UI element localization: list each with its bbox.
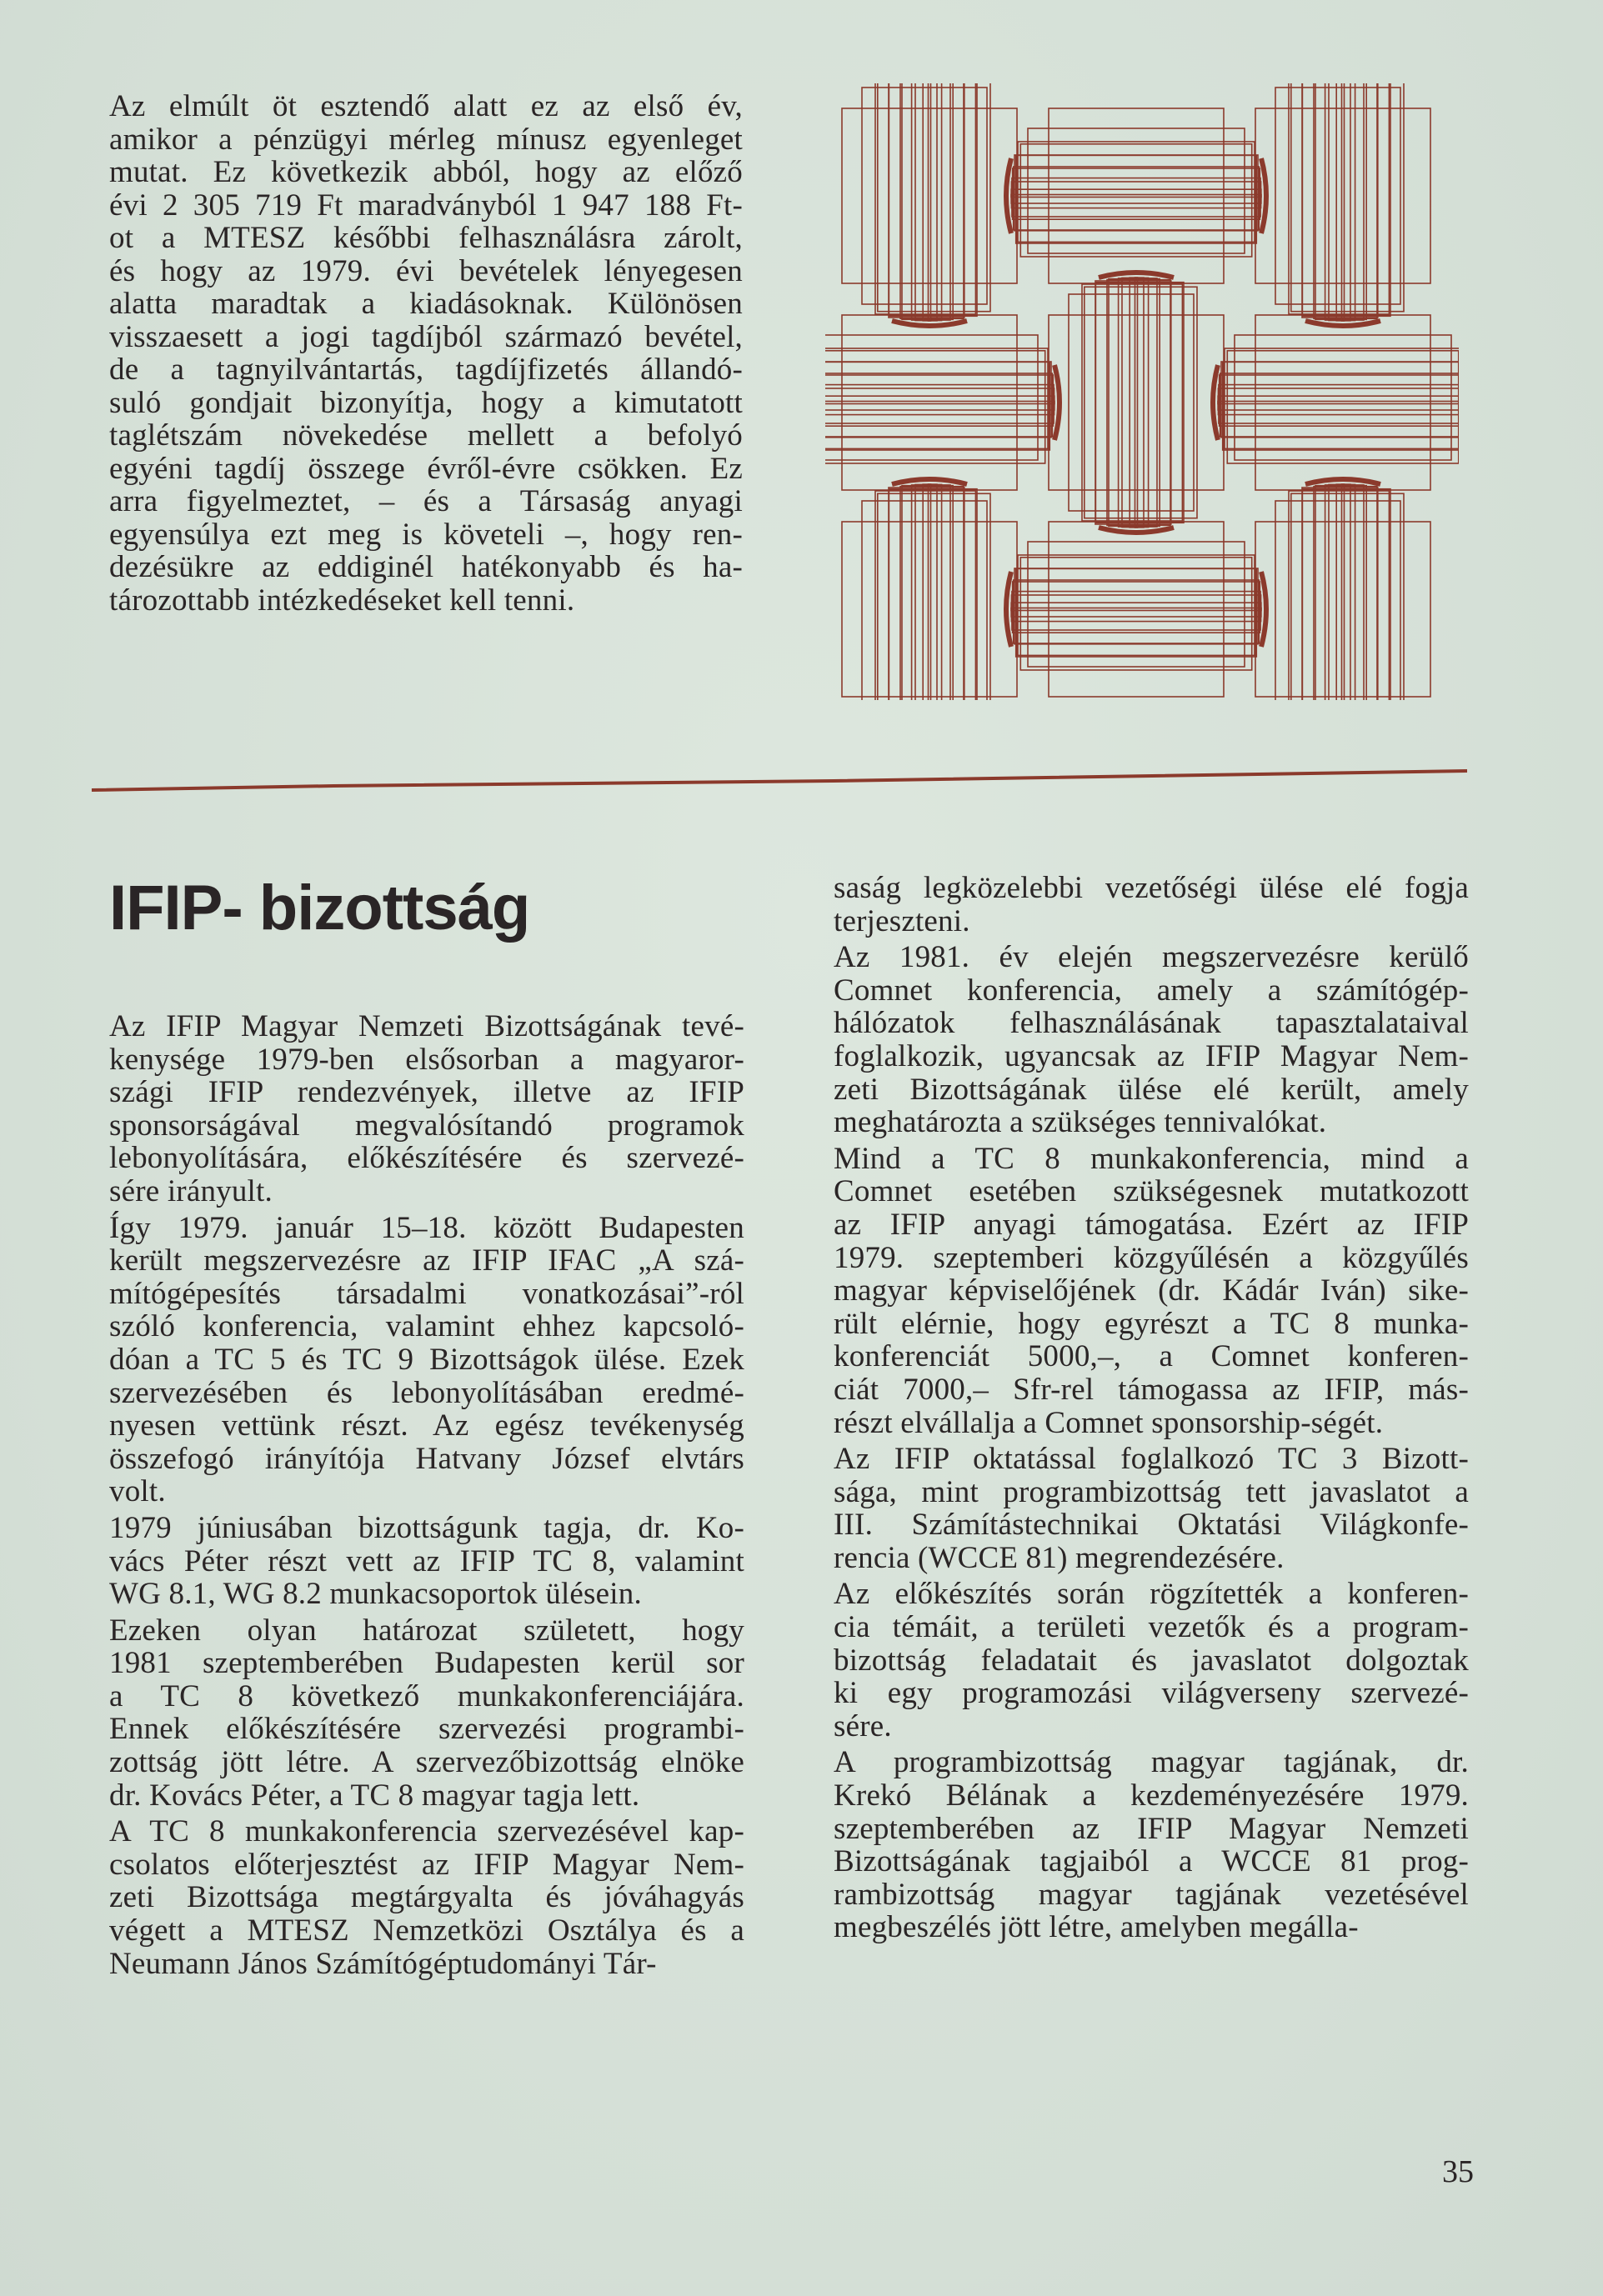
text-line: csolatos előterjesztést az IFIP Magyar Nem- (109, 1847, 744, 1882)
cylinder-rect (900, 487, 964, 700)
text-line: Neumann János Számítógéptudományi Tár- (109, 1946, 657, 1981)
paragraph (834, 1578, 1469, 1743)
paragraph (834, 872, 1469, 938)
cylinder-rect (1013, 582, 1260, 633)
cylinder-rect (825, 402, 1054, 404)
text-line: visszaesett a jogi tagdíjból származó bevétel, (109, 319, 743, 354)
text-line: WG 8.1, WG 8.2 munkacsoportok ülésein. (109, 1577, 642, 1612)
text-line: ot a MTESZ későbbi felhasználásra zárolt, (109, 221, 743, 255)
paragraph (834, 1143, 1469, 1439)
cylinder-rect (902, 83, 953, 319)
cylinder-rect (878, 493, 990, 700)
text-line: mutat. Ez következik abból, hogy az előző (109, 155, 743, 189)
cylinder-rect (878, 83, 990, 312)
text-line: 1979. szeptemberi közgyűlésén a közgyűlés (834, 1240, 1469, 1275)
text-line: szági IFIP rendezvények, illetve az IFIP (109, 1075, 744, 1110)
cylinder-rect (825, 373, 1052, 437)
text-line: zottság jött létre. A szervezőbizottság elnöke (109, 1745, 744, 1780)
text-line: egyensúlya ezt meg is követeli –, hogy ren- (109, 517, 743, 552)
text-line: Így 1979. január 15–18. között Budapesten (109, 1210, 744, 1245)
cylinder-rect (1235, 335, 1451, 460)
cylinder-rect (923, 83, 937, 321)
text-line: Comnet esetében szükségesnek mutatkozott (834, 1174, 1469, 1209)
cylinder-rect (825, 348, 1048, 448)
cylinder-cap (1099, 273, 1174, 533)
cylinder-rect (1082, 284, 1182, 521)
text-line: ki egy programozási világverseny szervezé- (834, 1676, 1469, 1711)
cylinder-cap (1006, 158, 1266, 233)
text-line: alatta maradtak a kiadásoknak. Különösen (109, 287, 743, 321)
cylinder-rect (1107, 280, 1170, 526)
text-line: zeti Bizottsága megtárgyalta és jóváhagyás (109, 1880, 744, 1915)
cylinder-rect (1315, 83, 1366, 319)
cylinder-rect (1227, 351, 1458, 463)
text-line: vács Péter részt vett az IFIP TC 8, valamint (109, 1543, 744, 1578)
cylinder-rect (1336, 484, 1350, 700)
cylinder-rect (1342, 83, 1345, 321)
text-line: meghatározta a szükséges tennivalókat. (834, 1105, 1327, 1140)
text-line: mítógépesítés társadalmi vonatkozásai”-ról (109, 1276, 744, 1311)
cylinder-rect (1314, 487, 1377, 700)
text-line: a TC 8 következő munkakonferenciájára. (109, 1678, 744, 1713)
paragraph (834, 1443, 1469, 1574)
cylinder-rect (1289, 83, 1389, 314)
text-line: rambizottság magyar tagjának vezetésével (834, 1877, 1469, 1912)
text-line: amikor a pénzügyi mérleg mínusz egyenleget (109, 122, 743, 157)
paragraph (834, 941, 1469, 1139)
cylinder-rect (1014, 167, 1260, 230)
text-line: hálózatok felhasználásának tapasztalataival (834, 1006, 1469, 1041)
cylinder-cap (1305, 479, 1380, 700)
text-line: Az IFIP oktatással foglalkozó TC 3 Bizott- (834, 1442, 1469, 1477)
cylinder-rect (825, 396, 1054, 410)
text-line: dóan a TC 5 és TC 9 Bizottságok ülése. Ezek (109, 1342, 744, 1377)
text-line: cia témáit, a területi vezetők és a program- (834, 1610, 1469, 1645)
text-line: kenysége 1979-ben elsősorban a magyaror- (109, 1042, 744, 1077)
text-line: Ezeken olyan határozat született, hogy (109, 1613, 744, 1648)
cylinder-rect (923, 484, 937, 700)
text-line: és hogy az 1979. évi bevételek lényegesen (109, 253, 743, 288)
text-line: foglalkozik, ugyancsak az IFIP Magyar Nem- (834, 1038, 1469, 1073)
paragraph (109, 1614, 744, 1813)
text-line: A TC 8 munkakonferencia szervezésével kap- (109, 1814, 744, 1849)
text-line: Az elmúlt öt esztendő alatt ez az első év, (109, 89, 743, 123)
paragraph (109, 1010, 744, 1208)
text-line: arra figyelmeztet, – és a Társaság anyagi (109, 484, 743, 518)
text-line: került megszervezésre az IFIP IFAC „A szá- (109, 1243, 744, 1278)
text-line: szervezésében és lebonyolításában eredmé- (109, 1375, 744, 1410)
text-line: A programbizottság magyar tagjának, dr. (834, 1745, 1469, 1780)
text-line: Ennek előkészítésére szervezési programbi- (109, 1712, 744, 1747)
text-line: sponsorságával megvalósítandó programok (109, 1108, 744, 1143)
text-line: de a tagnyilvántartás, tagdíjfizetés állandó- (109, 353, 743, 387)
text-line: bizottság feladatait és javaslatot dolgoztak (834, 1643, 1469, 1678)
cylinder-rect (1085, 287, 1197, 518)
cylinder-rect (1028, 128, 1245, 253)
cylinder-rect (929, 484, 931, 700)
text-line: szeptemberében az IFIP Magyar Nemzeti (834, 1811, 1469, 1846)
paragraph (109, 1815, 744, 1980)
text-line: egyéni tagdíj összege évről-évre csökken. Ez (109, 451, 743, 486)
cylinder-cap (825, 365, 1059, 440)
text-line: Bizottságának tagjaiból a WCCE 81 prog- (834, 1844, 1469, 1879)
cylinder-cap (1305, 83, 1380, 326)
text-line: III. Számítástechnikai Oktatási Világkonfe- (834, 1508, 1469, 1543)
cylinder-rect (1342, 484, 1345, 700)
cylinder-rect (1020, 558, 1251, 670)
cylinder-rect (1013, 168, 1260, 219)
cylinder-rect (1336, 83, 1350, 321)
woven-rectangles-pattern-icon (825, 83, 1459, 700)
intro-paragraph (109, 90, 743, 617)
cylinder-rect (1291, 493, 1404, 700)
cylinder-rect (1291, 83, 1404, 312)
cylinder-cap (1213, 365, 1459, 440)
paragraph (109, 1212, 744, 1508)
page-number: 35 (1442, 2154, 1474, 2189)
cylinder-rect (1218, 396, 1459, 410)
cylinder-rect (1028, 542, 1245, 667)
cylinder-rect (929, 83, 931, 321)
cylinder-rect (1218, 402, 1459, 404)
text-line: rencia (WCCE 81) megrendezésére. (834, 1540, 1285, 1575)
text-line: konferenciát 5000,–, a Comnet konferen- (834, 1339, 1469, 1374)
cylinder-cap (1006, 572, 1266, 647)
text-line: zeti Bizottságának ülése elé került, amely (834, 1072, 1469, 1107)
text-line: 1979 júniusában bizottságunk tagja, dr. Ko- (109, 1510, 744, 1545)
cylinder-cap (892, 479, 967, 700)
text-line: volt. (109, 1474, 166, 1509)
text-line: dr. Kovács Péter, a TC 8 magyar tagja lett. (109, 1778, 640, 1813)
cylinder-rect (1018, 555, 1255, 655)
cylinder-rect (1225, 348, 1459, 448)
left-column (109, 1010, 744, 1980)
text-line: terjeszteni. (834, 903, 970, 938)
text-line: lebonyolítására, előkészítésére és szervezé- (109, 1141, 744, 1176)
text-line: saság legközelebbi vezetőségi ülése elé fogja (834, 871, 1469, 905)
cylinder-rect (862, 88, 987, 304)
text-line: dezésükre az eddiginél hatékonyabb és ha- (109, 550, 743, 584)
right-column (834, 872, 1469, 1944)
text-line: részt elvállalja a Comnet sponsorship-ségét. (834, 1405, 1384, 1440)
cylinder-rect (1069, 294, 1194, 511)
text-line: magyar képviselőjének (dr. Kádár Iván) sike- (834, 1273, 1469, 1308)
text-line: végett a MTESZ Nemzetközi Osztálya és a (109, 1913, 744, 1948)
text-line: suló gondjait bizonyítja, hogy a kimutatott (109, 385, 743, 420)
text-line: taglétszám növekedése mellett a befolyó (109, 418, 743, 453)
text-line: Krekó Bélának a kezdeményezésére 1979. (834, 1778, 1469, 1813)
text-line: sére. (834, 1708, 892, 1743)
text-line: tározottabb intézkedéseket kell tenni. (109, 583, 575, 618)
paragraph (109, 1512, 744, 1611)
cylinder-rect (902, 486, 953, 700)
text-line: Az előkészítés során rögzítették a konferen- (834, 1577, 1469, 1612)
cylinder-rect (825, 335, 1038, 460)
cylinder-rect (1315, 486, 1366, 700)
text-line: sére irányult. (109, 1173, 273, 1208)
text-line: nyesen vettünk részt. Az egész tevékenység (109, 1408, 744, 1443)
text-line: sága, mint programbizottság tett javaslatot a (834, 1474, 1469, 1509)
text-line: ciát 7000,– Sfr-rel támogassa az IFIP, más- (834, 1372, 1469, 1407)
cylinder-rect (825, 351, 1045, 463)
cylinder-rect (1275, 501, 1400, 700)
text-line: összefogó irányítója Hatvany József elvtárs (109, 1441, 744, 1476)
section-title: IFIP- bizottság (109, 873, 530, 943)
cylinder-rect (1020, 144, 1251, 257)
text-line: évi 2 305 719 Ft maradványból 1 947 188 Ft- (109, 188, 743, 223)
cylinder-rect (875, 83, 975, 314)
text-line: szóló konferencia, valamint ehhez kapcsoló- (109, 1309, 744, 1344)
cylinder-rect (1275, 88, 1400, 304)
text-line: rült elérnie, hogy egyrészt a TC 8 munka- (834, 1306, 1469, 1341)
cylinder-cap (892, 83, 967, 326)
text-line: megbeszélés jött létre, amelyben megálla- (834, 1910, 1359, 1945)
cylinder-rect (1018, 142, 1255, 242)
cylinder-rect (1014, 580, 1260, 643)
text-line: Comnet konferencia, amely a számítógép- (834, 973, 1469, 1008)
text-line: 1981 szeptemberében Budapesten kerül sor (109, 1646, 744, 1681)
text-line: Az IFIP Magyar Nemzeti Bizottságának tevé- (109, 1009, 744, 1043)
cylinder-rect (1109, 279, 1160, 527)
text-line: Az 1981. év elején megszervezésre kerülő (834, 940, 1469, 975)
cylinder-rect (825, 375, 1053, 426)
cylinder-rect (862, 501, 987, 700)
text-line: az IFIP anyagi támogatása. Ezért az IFIP (834, 1207, 1469, 1242)
text-line: Mind a TC 8 munkakonferencia, mind a (834, 1141, 1469, 1176)
paragraph (834, 1746, 1469, 1944)
